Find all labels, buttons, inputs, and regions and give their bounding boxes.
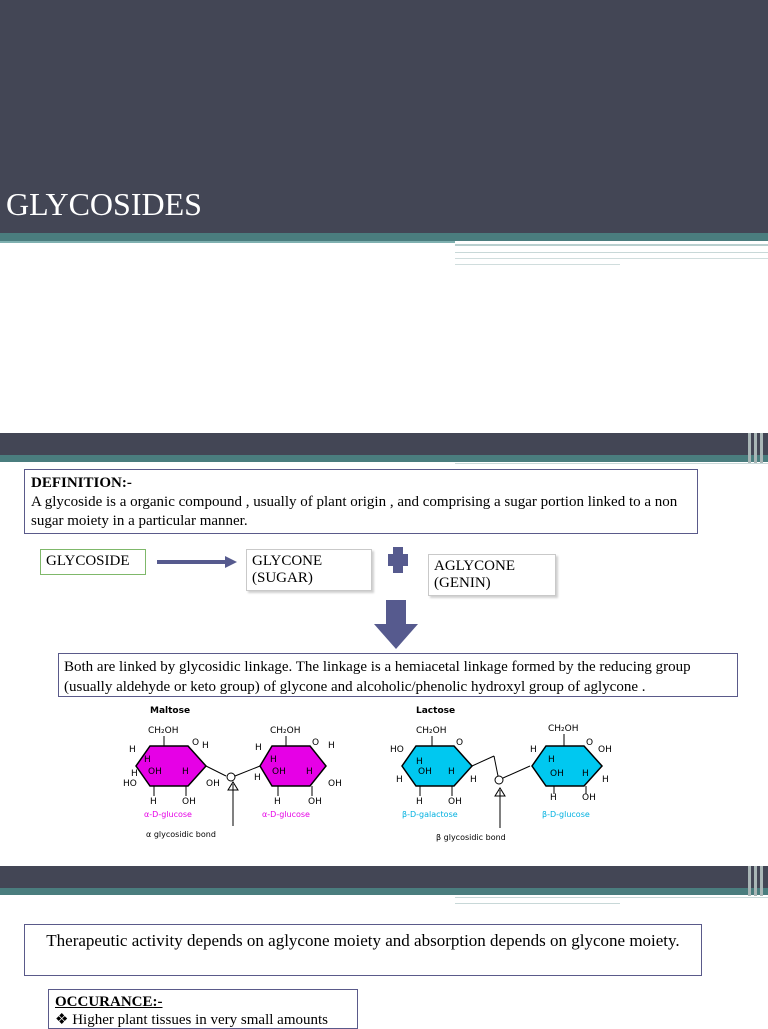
occurance-box <box>48 989 358 1029</box>
definition-box <box>24 469 698 534</box>
divider-line <box>455 252 768 253</box>
svg-text:H: H <box>131 769 138 779</box>
ch2oh-label: CH₂OH <box>148 726 179 736</box>
glycoside-box: GLYCOSIDE <box>40 549 146 575</box>
svg-text:HO: HO <box>123 779 137 789</box>
band-edge <box>748 866 751 896</box>
svg-text:CH₂OH: CH₂OH <box>548 724 579 734</box>
occurance-heading: OCCURANCE:- <box>55 994 163 1010</box>
aglycone-box <box>428 554 556 596</box>
beta-glucose-ring <box>532 746 602 786</box>
svg-text:O: O <box>456 738 464 748</box>
glycone-sublabel: (SUGAR) <box>252 570 313 586</box>
lactose-ring1-label: β-D-galactose <box>402 810 458 819</box>
glycone-label: GLYCONE <box>252 553 323 569</box>
svg-text:O: O <box>192 738 200 748</box>
lactose-title: Lactose <box>416 706 456 716</box>
svg-text:OH: OH <box>598 745 612 755</box>
definition-heading: DEFINITION:- <box>31 475 132 491</box>
svg-text:H: H <box>470 775 477 785</box>
svg-text:H: H <box>274 797 281 807</box>
aglycone-sublabel: (GENIN) <box>434 575 491 591</box>
down-arrow-icon <box>372 599 420 651</box>
svg-text:OH: OH <box>418 767 432 777</box>
lactose-ring2-label: β-D-glucose <box>542 810 590 819</box>
right-arrow-icon <box>155 555 239 569</box>
maltose-ring1-label: α-D-glucose <box>144 810 192 819</box>
disaccharide-diagram <box>120 700 620 845</box>
band-edge <box>748 433 751 463</box>
beta-galactose-ring <box>402 746 472 786</box>
divider-line <box>455 903 620 904</box>
beta-bond-label: β glycosidic bond <box>436 833 506 842</box>
glycone-box <box>246 549 372 591</box>
svg-text:OH: OH <box>448 797 462 807</box>
svg-text:H: H <box>602 775 609 785</box>
svg-text:HO: HO <box>390 745 404 755</box>
svg-text:H: H <box>416 797 423 807</box>
plus-icon <box>387 546 409 574</box>
teal-divider <box>0 233 768 241</box>
svg-text:H: H <box>416 757 423 767</box>
alpha-glucose-ring <box>136 746 206 786</box>
svg-text:H: H <box>530 745 537 755</box>
svg-text:OH: OH <box>550 769 564 779</box>
svg-text:H: H <box>582 769 589 779</box>
band-edge <box>754 433 757 463</box>
alpha-bond-label: α glycosidic bond <box>146 830 216 839</box>
svg-text:H: H <box>550 793 557 803</box>
divider-line <box>455 264 620 265</box>
svg-text:OH: OH <box>182 797 196 807</box>
band-edge <box>760 433 763 463</box>
svg-text:H: H <box>129 745 136 755</box>
svg-text:H: H <box>182 767 189 777</box>
slide-band-teal <box>0 455 768 462</box>
aglycone-label: AGLYCONE <box>434 558 515 574</box>
linkage-text-box: Both are linked by glycosidic linkage. The linkage is a hemiacetal linkage formed by the reducing group (usually aldehyde or keto group) of glycone and alcoholic/phenolic hydroxyl group of aglycone . <box>58 653 738 697</box>
svg-text:OH: OH <box>206 779 220 789</box>
svg-text:H: H <box>202 741 209 751</box>
svg-text:O: O <box>312 738 320 748</box>
svg-text:H: H <box>328 741 335 751</box>
divider-line <box>455 244 768 246</box>
svg-text:OH: OH <box>272 767 286 777</box>
svg-text:H: H <box>396 775 403 785</box>
svg-text:OH: OH <box>148 767 162 777</box>
svg-text:H: H <box>548 755 555 765</box>
svg-text:H: H <box>448 767 455 777</box>
occurance-item: ❖ Higher plant tissues in very small amounts <box>55 1012 328 1028</box>
svg-text:CH₂OH: CH₂OH <box>416 726 447 736</box>
divider-line <box>455 463 768 464</box>
band-edge <box>754 866 757 896</box>
band-edge <box>760 866 763 896</box>
svg-text:H: H <box>255 743 262 753</box>
slide-title: GLYCOSIDES <box>6 186 202 222</box>
divider-line <box>0 241 455 243</box>
definition-text: A glycoside is a organic compound , usually of plant origin , and comprising a sugar portion linked to a non sugar moiety in a particular manner. <box>31 494 678 529</box>
svg-text:H: H <box>144 755 151 765</box>
svg-text:H: H <box>270 755 277 765</box>
therapeutic-text-box: Therapeutic activity depends on aglycone moiety and absorption depends on glycone moiety. <box>24 924 702 976</box>
slide-band-teal <box>0 888 768 895</box>
divider-line <box>455 897 768 898</box>
divider-line <box>455 258 768 259</box>
svg-text:H: H <box>150 797 157 807</box>
svg-text:H: H <box>254 773 261 783</box>
alpha-glucose-ring <box>260 746 326 786</box>
slide-band-header <box>0 433 768 455</box>
svg-text:OH: OH <box>582 793 596 803</box>
svg-text:OH: OH <box>308 797 322 807</box>
maltose-title: Maltose <box>150 706 191 716</box>
maltose-ring2-label: α-D-glucose <box>262 810 310 819</box>
svg-text:CH₂OH: CH₂OH <box>270 726 301 736</box>
slide-band-header <box>0 866 768 888</box>
svg-text:O: O <box>586 738 594 748</box>
svg-text:OH: OH <box>328 779 342 789</box>
svg-text:H: H <box>306 767 313 777</box>
